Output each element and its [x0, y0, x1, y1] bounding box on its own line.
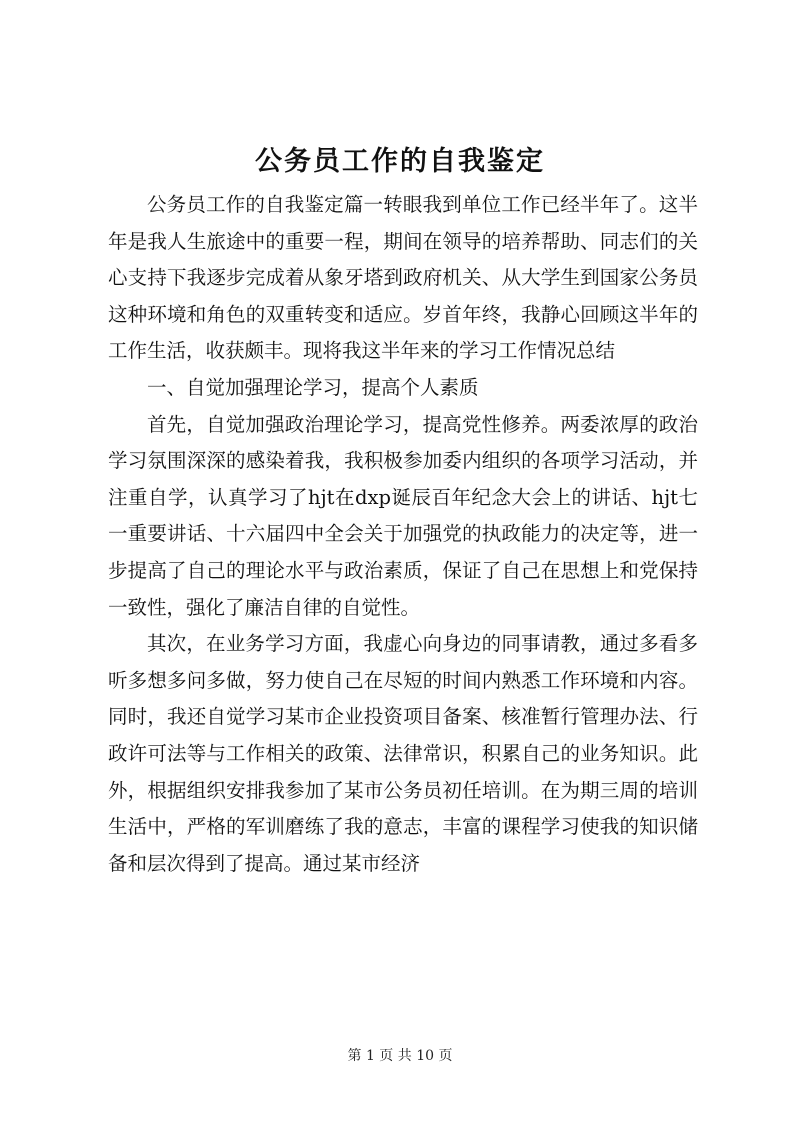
document-body	[108, 187, 698, 882]
paragraph-business-study: 其次，在业务学习方面，我虚心向身边的同事请教，通过多看多听多想多问多做，努力使自己在尽短的时间内熟悉工作环境和内容。同时，我还自觉学习某市企业投资项目备案、核准暂行管理办法、行政许可法等与工作相关的政策、法律常识，积累自己的业务知识。此外，根据组织安排我参加了某市公务员初任培训。在为期三周的培训生活中，严格的军训磨练了我的意志，丰富的课程学习使我的知识储备和层次得到了提高。通过某市经济	[108, 632, 698, 875]
paragraph-section-heading: 一、自觉加强理论学习，提高个人素质	[147, 375, 479, 399]
paragraph-intro: 公务员工作的自我鉴定篇一转眼我到单位工作已经半年了。这半年是我人生旅途中的重要一程，期间在领导的培养帮助、同志们的关心支持下我逐步完成着从象牙塔到政府机关、从大学生到国家公务员这种环境和角色的双重转变和适应。岁首年终，我静心回顾这半年的工作生活，收获颇丰。现将我这半年来的学习工作情况总结	[108, 193, 698, 363]
paragraph-political-study: 首先，自觉加强政治理论学习，提高党性修养。两委浓厚的政治学习氛围深深的感染着我，我积极参加委内组织的各项学习活动，并注重自学，认真学习了hjt在dxp诞辰百年纪念大会上的讲话、hjt七一重要讲话、十六届四中全会关于加强党的执政能力的决定等，进一步提高了自己的理论水平与政治素质，保证了自己在思想上和党保持一致性，强化了廉洁自律的自觉性。	[108, 412, 698, 619]
page-footer: 第 1 页 共 10 页	[347, 1048, 453, 1064]
document-title: 公务员工作的自我鉴定	[255, 146, 545, 177]
